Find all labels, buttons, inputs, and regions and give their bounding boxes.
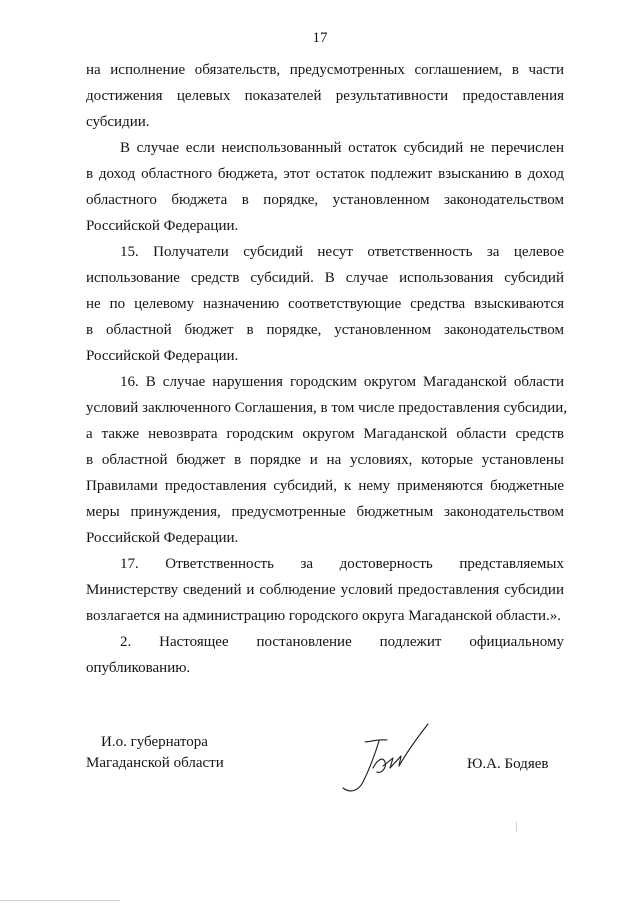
text-line: 15. Получатели субсидий несут ответственность за целевое: [120, 244, 564, 260]
text-line: возлагается на администрацию городского округа Магаданской области.».: [86, 608, 561, 624]
body-text: [86, 57, 568, 681]
text-line: Российской Федерации.: [86, 218, 239, 234]
text-line: 16. В случае нарушения городским округом Магаданской области: [120, 374, 564, 390]
text-line: условий заключенного Соглашения, в том числе предоставления субсидии,: [86, 400, 568, 416]
text-line: в доход областного бюджета, этот остаток подлежит взысканию в доход: [86, 166, 564, 182]
text-line: 17. Ответственность за достоверность представляемых: [120, 556, 564, 572]
signatory-title-line: И.о. губернатора: [101, 734, 208, 750]
text-line: опубликованию.: [86, 660, 191, 676]
text-line: на исполнение обязательств, предусмотренных соглашением, в части: [86, 62, 564, 78]
text-line: Российской Федерации.: [86, 348, 239, 364]
scan-artifact: [516, 822, 517, 832]
text-line: Министерству сведений и соблюдение условий предоставления субсидии: [86, 582, 564, 598]
text-line: Российской Федерации.: [86, 530, 239, 546]
signatory-title-line: Магаданской области: [86, 755, 224, 771]
text-line: Правилами предоставления субсидий, к нему применяются бюджетные: [86, 478, 564, 494]
text-line: 2. Настоящее постановление подлежит официальному: [120, 634, 564, 650]
signer-name: Ю.А. Бодяев: [467, 756, 549, 772]
scan-edge-line: [0, 900, 120, 901]
text-line: в областной бюджет в порядке и на условиях, которые установлены: [86, 452, 564, 468]
text-line: использование средств субсидий. В случае использования субсидий: [86, 270, 564, 286]
text-line: не по целевому назначению соответствующие средства взыскиваются: [86, 296, 564, 312]
text-line: субсидии.: [86, 114, 150, 130]
handwritten-signature: [335, 722, 430, 802]
signatory-title: [86, 732, 224, 774]
text-line: В случае если неиспользованный остаток субсидий не перечислен: [120, 140, 564, 156]
page-number: 17: [312, 30, 328, 46]
text-line: меры принуждения, предусмотренные бюджетным законодательством: [86, 504, 564, 520]
text-line: областного бюджета в порядке, установленном законодательством: [86, 192, 564, 208]
text-line: а также невозврата городским округом Магаданской области средств: [86, 426, 564, 442]
text-line: достижения целевых показателей результативности предоставления: [86, 88, 564, 104]
text-line: в областной бюджет в порядке, установленном законодательством: [86, 322, 564, 338]
